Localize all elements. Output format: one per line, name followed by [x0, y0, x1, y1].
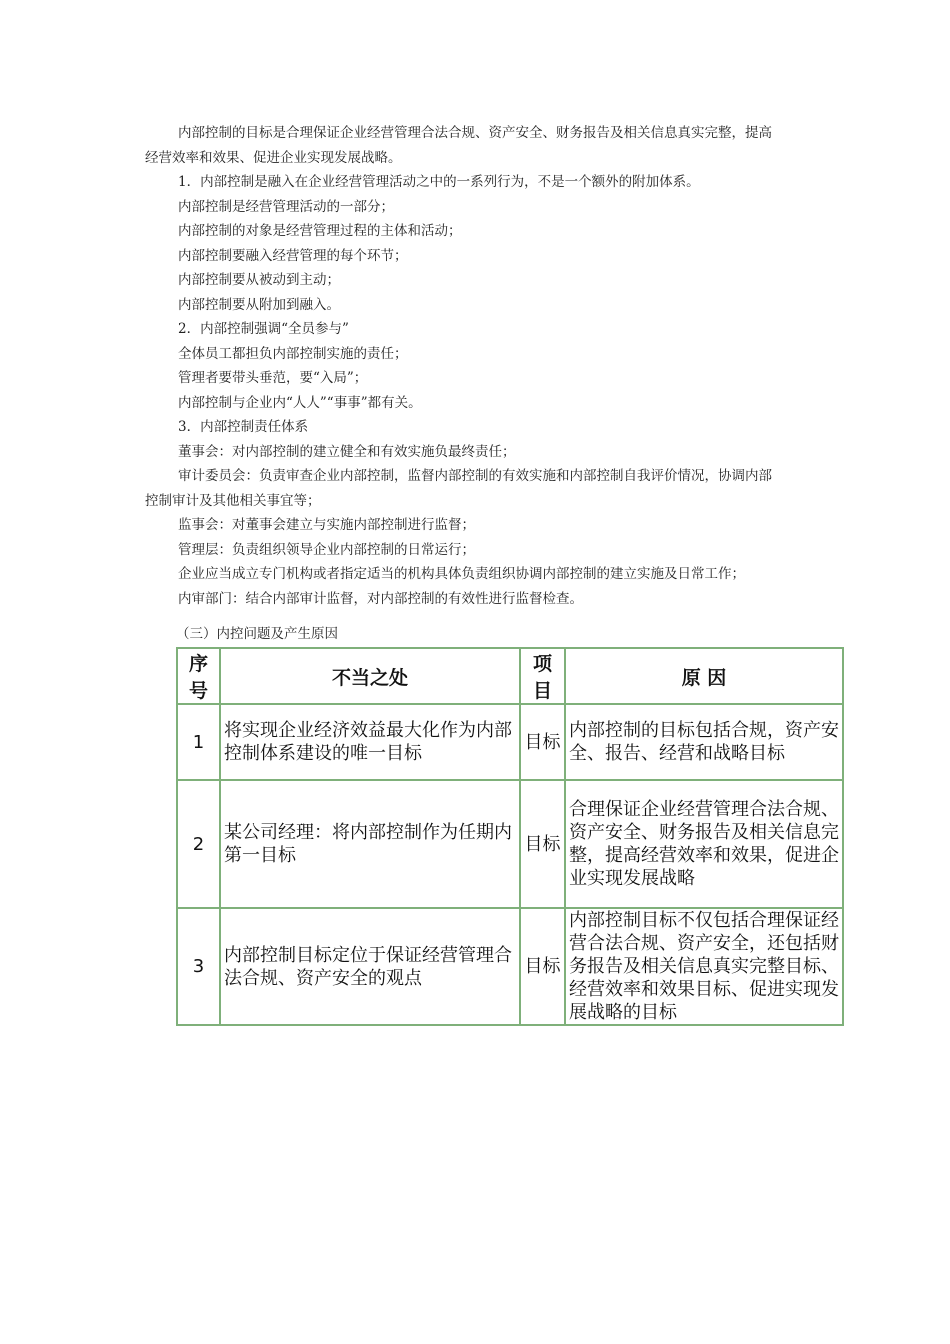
paragraph-objective-cont: 经营效率和效果、促进企业实现发展战略。 [145, 149, 402, 166]
cell-item: 目标 [520, 780, 565, 908]
header-no: 序号 [177, 648, 220, 704]
list-item: 管理者要带头垂范，要“入局”； [178, 370, 368, 386]
header-item: 项目 [520, 648, 565, 704]
table-caption: （三）内控问题及产生原因 [176, 626, 338, 642]
paragraph-objective: 内部控制的目标是合理保证企业经营管理合法合规、资产安全、财务报告及相关信息真实完整，提高 [178, 125, 772, 141]
header-reason: 原 因 [565, 648, 843, 704]
header-issue: 不当之处 [220, 648, 520, 704]
list-item-cont: 控制审计及其他相关事宜等； [145, 492, 321, 509]
cell-no: 3 [177, 908, 220, 1025]
table-header-row [177, 648, 843, 704]
heading-point-3: 3．内部控制责任体系 [178, 419, 309, 435]
list-item: 内部控制要从被动到主动； [178, 272, 340, 288]
cell-issue: 将实现企业经济效益最大化作为内部控制体系建设的唯一目标 [220, 704, 520, 780]
heading-point-1: 1．内部控制是融入在企业经营管理活动之中的一系列行为，不是一个额外的附加体系。 [178, 174, 700, 190]
list-item: 内部控制要融入经营管理的每个环节； [178, 247, 408, 264]
list-item: 董事会：对内部控制的建立健全和有效实施负最终责任； [178, 443, 516, 460]
cell-no: 2 [177, 780, 220, 908]
list-item: 内审部门：结合内部审计监督，对内部控制的有效性进行监督检查。 [178, 590, 583, 607]
cell-no: 1 [177, 704, 220, 780]
cell-issue: 某公司经理：将内部控制作为任期内第一目标 [220, 780, 520, 908]
cell-reason: 内部控制目标不仅包括合理保证经营合法合规、资产安全，还包括财务报告及相关信息真实完整目标、经营效率和效果目标、促进实现发展战略的目标 [565, 908, 843, 1025]
table-row [177, 908, 843, 1025]
table-row [177, 704, 843, 780]
cell-reason: 合理保证企业经营管理合法合规、资产安全、财务报告及相关信息完整，提高经营效率和效果，促进企业实现发展战略 [565, 780, 843, 908]
issues-table [176, 647, 844, 1026]
cell-reason: 内部控制的目标包括合规，资产安全、报告、经营和战略目标 [565, 704, 843, 780]
cell-issue: 内部控制目标定位于保证经营管理合法合规、资产安全的观点 [220, 908, 520, 1025]
cell-item: 目标 [520, 908, 565, 1025]
list-item: 管理层：负责组织领导企业内部控制的日常运行； [178, 541, 475, 558]
heading-point-2: 2．内部控制强调“全员参与” [178, 321, 349, 337]
list-item: 内部控制与企业内“人人”“事事”都有关。 [178, 394, 422, 411]
list-item: 监事会：对董事会建立与实施内部控制进行监督； [178, 517, 475, 533]
list-item: 内部控制的对象是经营管理过程的主体和活动； [178, 223, 462, 239]
list-item: 审计委员会：负责审查企业内部控制，监督内部控制的有效实施和内部控制自我评价情况，协调内部 [178, 468, 772, 484]
list-item: 企业应当成立专门机构或者指定适当的机构具体负责组织协调内部控制的建立实施及日常工作； [178, 566, 745, 582]
list-item: 内部控制要从附加到融入。 [178, 296, 340, 313]
list-item: 全体员工都担负内部控制实施的责任； [178, 345, 408, 362]
table-row [177, 780, 843, 908]
cell-item: 目标 [520, 704, 565, 780]
list-item: 内部控制是经营管理活动的一部分； [178, 198, 394, 215]
